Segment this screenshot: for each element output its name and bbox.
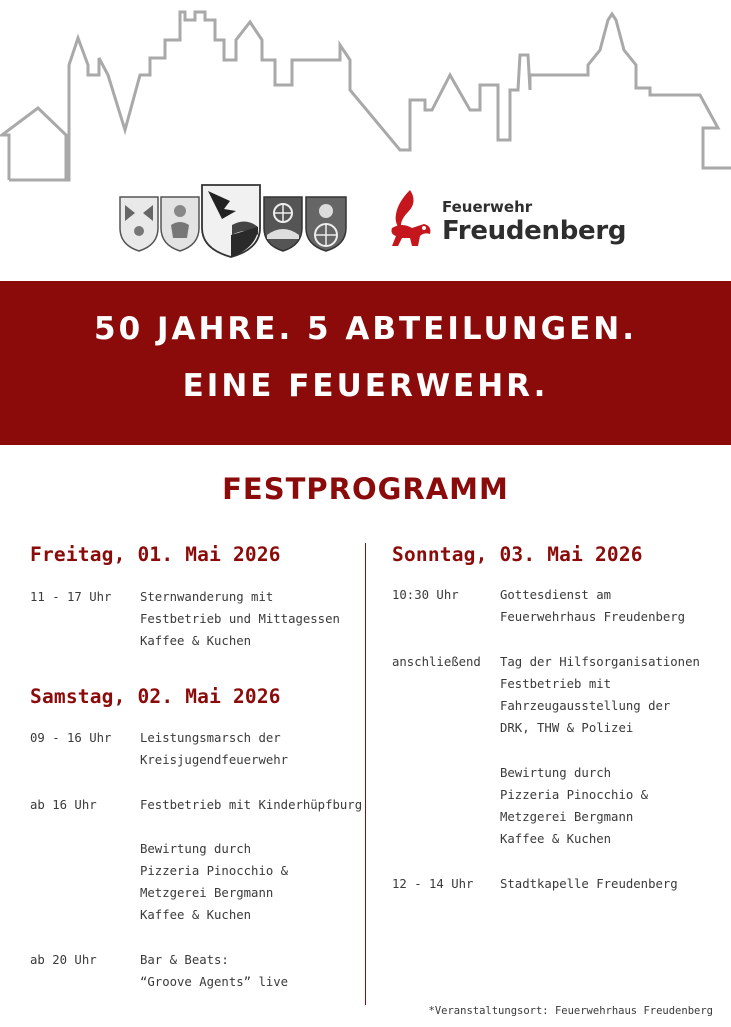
entry-time: 10:30 Uhr [392,588,459,602]
feuerwehr-freudenberg-logo [388,188,628,254]
entry-line: Kaffee & Kuchen [500,832,612,846]
crest-5 [306,197,346,251]
crest-2 [161,197,199,251]
entry-line: Sternwanderung mit [140,590,274,604]
entry-line: Kaffee & Kuchen [140,908,252,922]
entry-line: Pizzeria Pinocchio & [500,788,649,802]
crest-1 [120,197,158,251]
entry-line: Gottesdienst am [500,588,612,602]
day-heading-saturday: Samstag, 02. Mai 2026 [30,685,281,708]
crest-3 [202,185,260,257]
entry-time: ab 16 Uhr [30,798,97,812]
entry-line: Tag der Hilfsorganisationen [500,655,700,669]
entry-line: Festbetrieb mit [500,677,612,691]
entry-line: Pizzeria Pinocchio & [140,864,289,878]
municipal-coats-of-arms [118,183,348,258]
crest-4 [264,197,302,251]
entry-line: Kaffee & Kuchen [140,634,252,648]
headline-banner [0,281,731,445]
entry-time: anschließend [392,655,481,669]
entry-time: ab 20 Uhr [30,953,97,967]
entry-line: Feuerwehrhaus Freudenberg [500,610,686,624]
entry-line: “Groove Agents” live [140,975,289,989]
entry-line: DRK, THW & Polizei [500,721,634,735]
entry-line: Metzgerei Bergmann [140,886,274,900]
column-divider [365,543,366,1005]
entry-line: Festbetrieb mit Kinderhüpfburg [140,798,363,812]
town-skyline-illustration [0,0,731,185]
entry-line: Bewirtung durch [140,842,252,856]
entry-line: Bar & Beats: [140,953,229,967]
brand-line-1: Feuerwehr [442,198,533,216]
entry-time: 11 - 17 Uhr [30,590,112,604]
venue-footnote: *Veranstaltungsort: Feuerwehrhaus Freudenberg [428,1005,713,1017]
flame-lion-icon [388,188,436,254]
headline-line-1: 50 JAHRE. 5 ABTEILUNGEN. [94,311,637,347]
entry-line: Stadtkapelle Freudenberg [500,877,678,891]
entry-line: Festbetrieb und Mittagessen [140,612,340,626]
entry-line: Kreisjugendfeuerwehr [140,753,289,767]
entry-time: 09 - 16 Uhr [30,731,112,745]
day-heading-sunday: Sonntag, 03. Mai 2026 [392,543,643,566]
headline-line-2: EINE FEUERWEHR. [182,368,549,404]
entry-line: Bewirtung durch [500,766,612,780]
entry-line: Leistungsmarsch der [140,731,281,745]
day-heading-friday: Freitag, 01. Mai 2026 [30,543,281,566]
entry-line: Metzgerei Bergmann [500,810,634,824]
entry-time: 12 - 14 Uhr [392,877,474,891]
program-title: FESTPROGRAMM [222,472,509,506]
entry-line: Fahrzeugausstellung der [500,699,671,713]
brand-line-2: Freudenberg [442,216,627,246]
